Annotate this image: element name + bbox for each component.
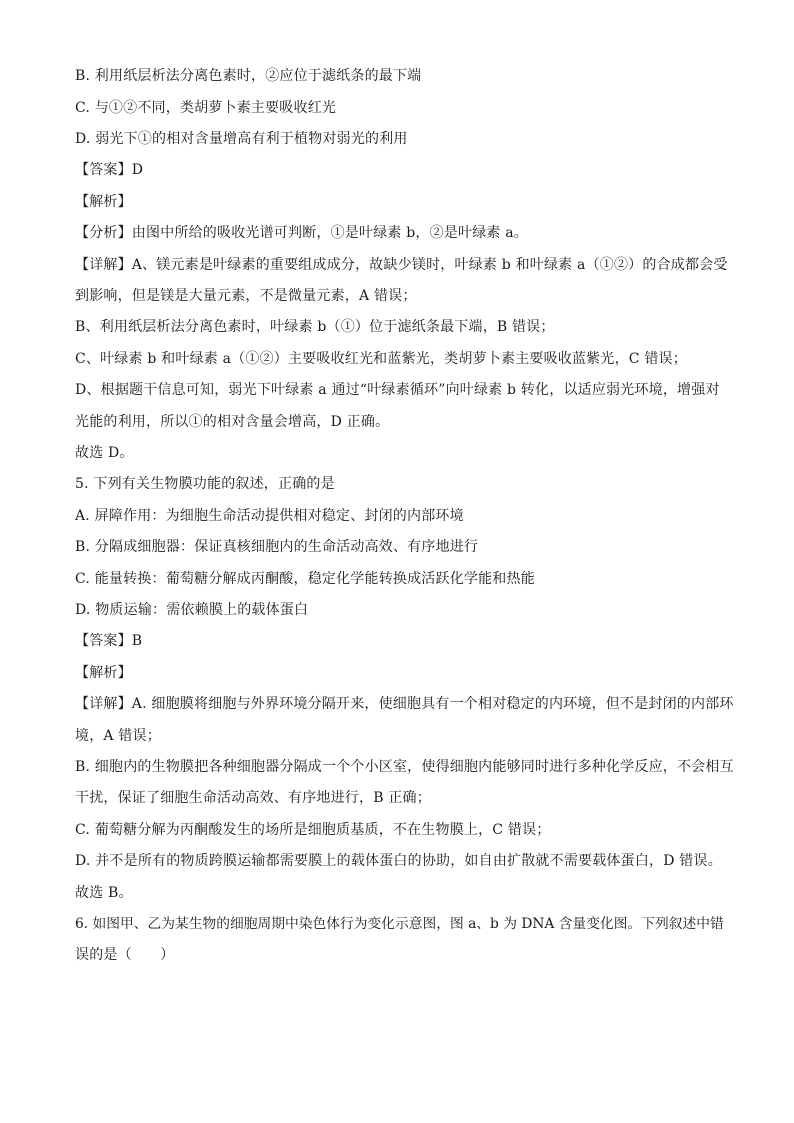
choice-conclusion-q5: 故选 B。	[75, 885, 133, 901]
option-a-q5: A. 屏障作用：为细胞生命活动提供相对稳定、封闭的内部环境	[75, 508, 464, 524]
explanation-line: 【详解】A、镁元素是叶绿素的重要组成成分，故缺少镁时，叶绿素 b 和叶绿素 a（①②）的合成都会受	[75, 257, 728, 273]
analysis-heading-q4: 【解析】	[75, 194, 132, 210]
answer-label-q4: 【答案】D	[75, 162, 144, 178]
option-b-q4: B. 利用纸层析法分离色素时，②应位于滤纸条的最下端	[75, 68, 422, 84]
option-c-q5: C. 能量转换：葡萄糖分解成丙酮酸，稳定化学能转换成活跃化学能和热能	[75, 571, 535, 587]
option-d-q5: D. 物质运输：需依赖膜上的载体蛋白	[75, 602, 309, 618]
question-6-stem-cont: 误的是（ ）	[75, 947, 175, 963]
question-6-stem: 6. 如图甲、乙为某生物的细胞周期中染色体行为变化示意图，图 a、b 为 DNA 含量变化图。下列叙述中错	[75, 916, 724, 932]
explanation-line: 光能的利用，所以①的相对含量会增高，D 正确。	[75, 414, 390, 430]
explanation-line: 境，A 错误；	[75, 728, 161, 744]
explanation-line: D. 并不是所有的物质跨膜运输都需要膜上的载体蛋白的协助，如自由扩散就不需要载体蛋白，D 错误。	[75, 853, 722, 869]
explanation-line: C. 葡萄糖分解为丙酮酸发生的场所是细胞质基质，不在生物膜上，C 错误；	[75, 822, 551, 838]
analysis-summary-q4: 【分析】由图中所给的吸收光谱可判断，①是叶绿素 b，②是叶绿素 a。	[75, 225, 529, 241]
explanation-line: B、利用纸层析法分离色素时，叶绿素 b（①）位于滤纸条最下端，B 错误；	[75, 319, 555, 335]
explanation-line: 干扰，保证了细胞生命活动高效、有序地进行，B 正确；	[75, 790, 431, 806]
explanation-line: D、根据题干信息可知，弱光下叶绿素 a 通过“叶绿素循环”向叶绿素 b 转化，以适应弱光环境，增强对	[75, 382, 720, 398]
explanation-line: 【详解】A. 细胞膜将细胞与外界环境分隔开来，使细胞具有一个相对稳定的内环境，但不是封闭的内部环	[75, 696, 734, 712]
choice-conclusion-q4: 故选 D。	[75, 445, 134, 461]
explanation-line: 到影响，但是镁是大量元素，不是微量元素，A 错误；	[75, 288, 417, 304]
option-b-q5: B. 分隔成细胞器：保证真核细胞内的生命活动高效、有序地进行	[75, 539, 479, 555]
option-d-q4: D. 弱光下①的相对含量增高有利于植物对弱光的利用	[75, 131, 408, 147]
option-c-q4: C. 与①②不同，类胡萝卜素主要吸收红光	[75, 100, 337, 116]
analysis-heading-q5: 【解析】	[75, 665, 132, 681]
question-5-stem: 5. 下列有关生物膜功能的叙述，正确的是	[75, 476, 335, 492]
explanation-line: B. 细胞内的生物膜把各种细胞器分隔成一个个小区室，使得细胞内能够同时进行多种化学反应，不会相互	[75, 759, 734, 775]
answer-label-q5: 【答案】B	[75, 633, 143, 649]
explanation-line: C、叶绿素 b 和叶绿素 a（①②）主要吸收红光和蓝紫光，类胡萝卜素主要吸收蓝紫光，C 错误；	[75, 351, 687, 367]
